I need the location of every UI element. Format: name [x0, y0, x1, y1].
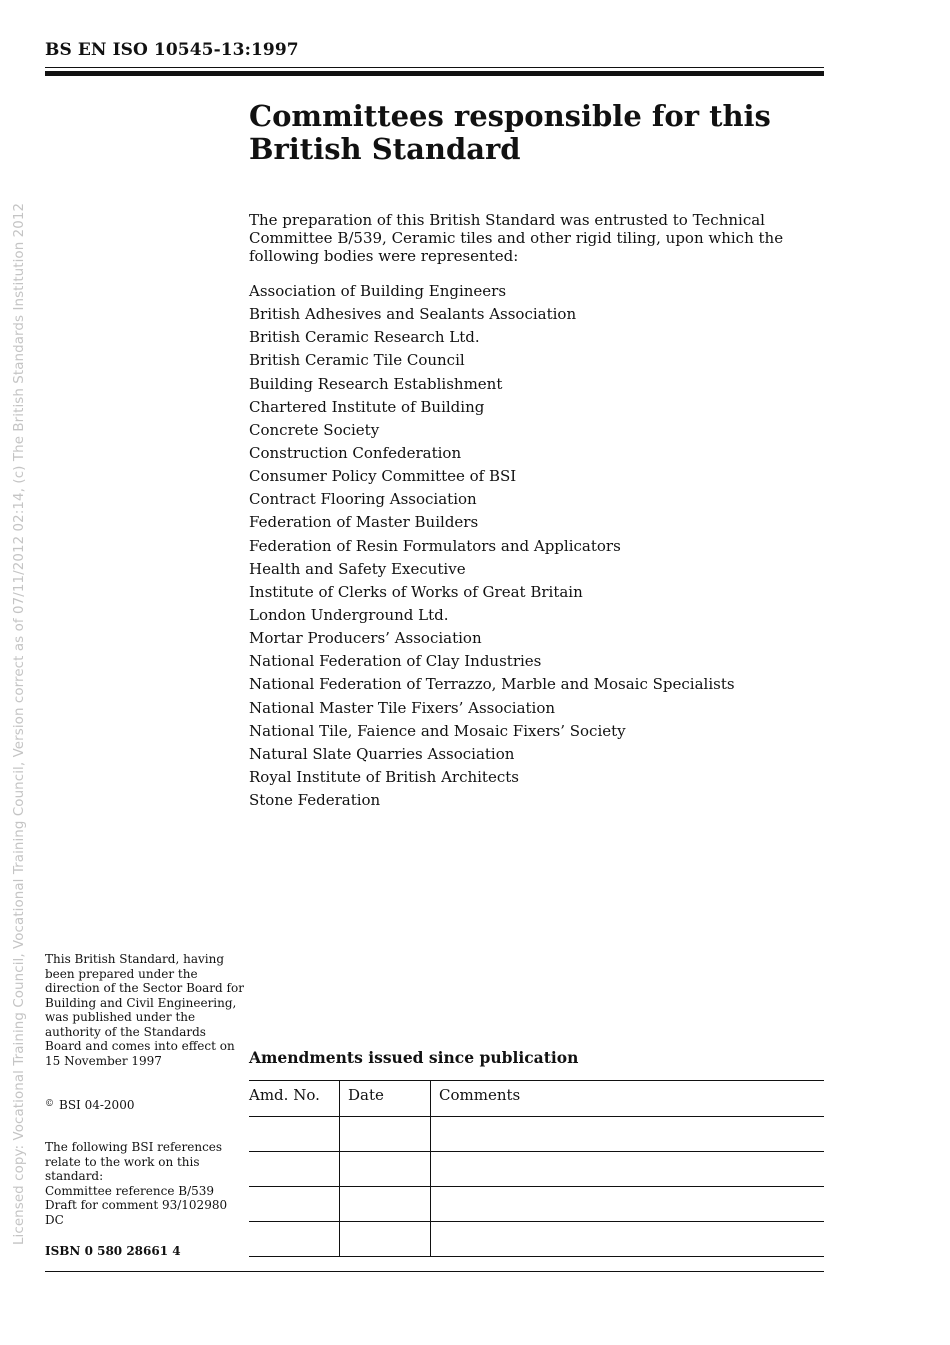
page-title: Committees responsible for this British Standard: [249, 99, 771, 166]
list-item: Mortar Producers’ Association: [249, 629, 482, 648]
list-item: Institute of Clerks of Works of Great Britain: [249, 582, 583, 601]
bsi-references: [45, 1140, 245, 1227]
header-rule-thin: [45, 67, 824, 68]
draft-reference: Draft for comment 93/102980 DC: [45, 1198, 228, 1227]
list-item: Association of Building Engineers: [249, 282, 507, 300]
represented-bodies-list: [249, 281, 735, 813]
intro-paragraph: The preparation of this British Standard was entrusted to Technical Committee B/539, Ceramic tiles and other rigid tiling, upon which the following bodies were represented:: [249, 211, 784, 265]
list-item: Consumer Policy Committee of BSI: [249, 467, 517, 486]
table-cell: [249, 1152, 340, 1187]
amendments-heading: Amendments issued since publication: [249, 1048, 579, 1067]
table-cell: [249, 1117, 340, 1152]
table-cell: [431, 1222, 825, 1257]
header-rule-thick: [45, 71, 824, 76]
table-cell: [249, 1187, 340, 1222]
table-cell: [340, 1187, 431, 1222]
table-row: [249, 1117, 824, 1152]
list-item: National Tile, Faience and Mosaic Fixers’ Society: [249, 721, 626, 740]
committee-reference: Committee reference B/539: [45, 1183, 215, 1198]
copyright-text: BSI 04-2000: [59, 1098, 135, 1112]
table-header-row: [249, 1081, 824, 1117]
column-header-date: Date: [340, 1081, 431, 1117]
list-item: British Ceramic Tile Council: [249, 351, 465, 370]
isbn: ISBN 0 580 28661 4: [45, 1244, 181, 1258]
list-item: Stone Federation: [249, 791, 381, 810]
list-item: Building Research Establishment: [249, 374, 503, 393]
table-row: [249, 1222, 824, 1257]
list-item: Federation of Master Builders: [249, 513, 479, 532]
table-cell: [340, 1222, 431, 1257]
list-item: National Master Tile Fixers’ Association: [249, 698, 556, 717]
copyright-note: [45, 1097, 245, 1113]
table-cell: [340, 1117, 431, 1152]
list-item: National Federation of Terrazzo, Marble and Mosaic Specialists: [249, 675, 735, 694]
list-item: Construction Confederation: [249, 443, 462, 462]
table-cell: [431, 1187, 825, 1222]
list-item: Health and Safety Executive: [249, 559, 466, 578]
list-item: London Underground Ltd.: [249, 605, 449, 624]
table-row: [249, 1152, 824, 1187]
amendments-table: [249, 1080, 824, 1257]
column-header-comments: Comments: [431, 1081, 825, 1117]
column-header-amd-no: Amd. No.: [249, 1081, 340, 1117]
list-item: British Ceramic Research Ltd.: [249, 328, 480, 347]
table-cell: [431, 1117, 825, 1152]
list-item: Chartered Institute of Building: [249, 397, 485, 416]
table-row: [249, 1187, 824, 1222]
table-cell: [431, 1152, 825, 1187]
references-intro: The following BSI references relate to the work on this standard:: [45, 1140, 223, 1183]
list-item: Concrete Society: [249, 420, 380, 439]
footer-rule: [45, 1271, 824, 1272]
list-item: Royal Institute of British Architects: [249, 767, 519, 786]
document-id: BS EN ISO 10545-13:1997: [45, 40, 299, 60]
list-item: Natural Slate Quarries Association: [249, 744, 515, 763]
publication-note: This British Standard, having been prepared under the direction of the Sector Board for Building and Civil Engineering, was published under the authority of the Standards Board and comes into effect on 15 November 1997: [45, 952, 244, 1068]
list-item: Contract Flooring Association: [249, 490, 477, 509]
copyright-symbol: ©: [45, 1099, 54, 1109]
list-item: National Federation of Clay Industries: [249, 652, 542, 671]
list-item: Federation of Resin Formulators and Applicators: [249, 536, 621, 555]
license-watermark: Licensed copy: Vocational Training Council, Vocational Training Council, Version correct as of 07/11/2012 02:14, (c) The British Standards Institution 2012: [12, 202, 27, 1245]
list-item: British Adhesives and Sealants Association: [249, 305, 577, 324]
table-cell: [340, 1152, 431, 1187]
table-cell: [249, 1222, 340, 1257]
